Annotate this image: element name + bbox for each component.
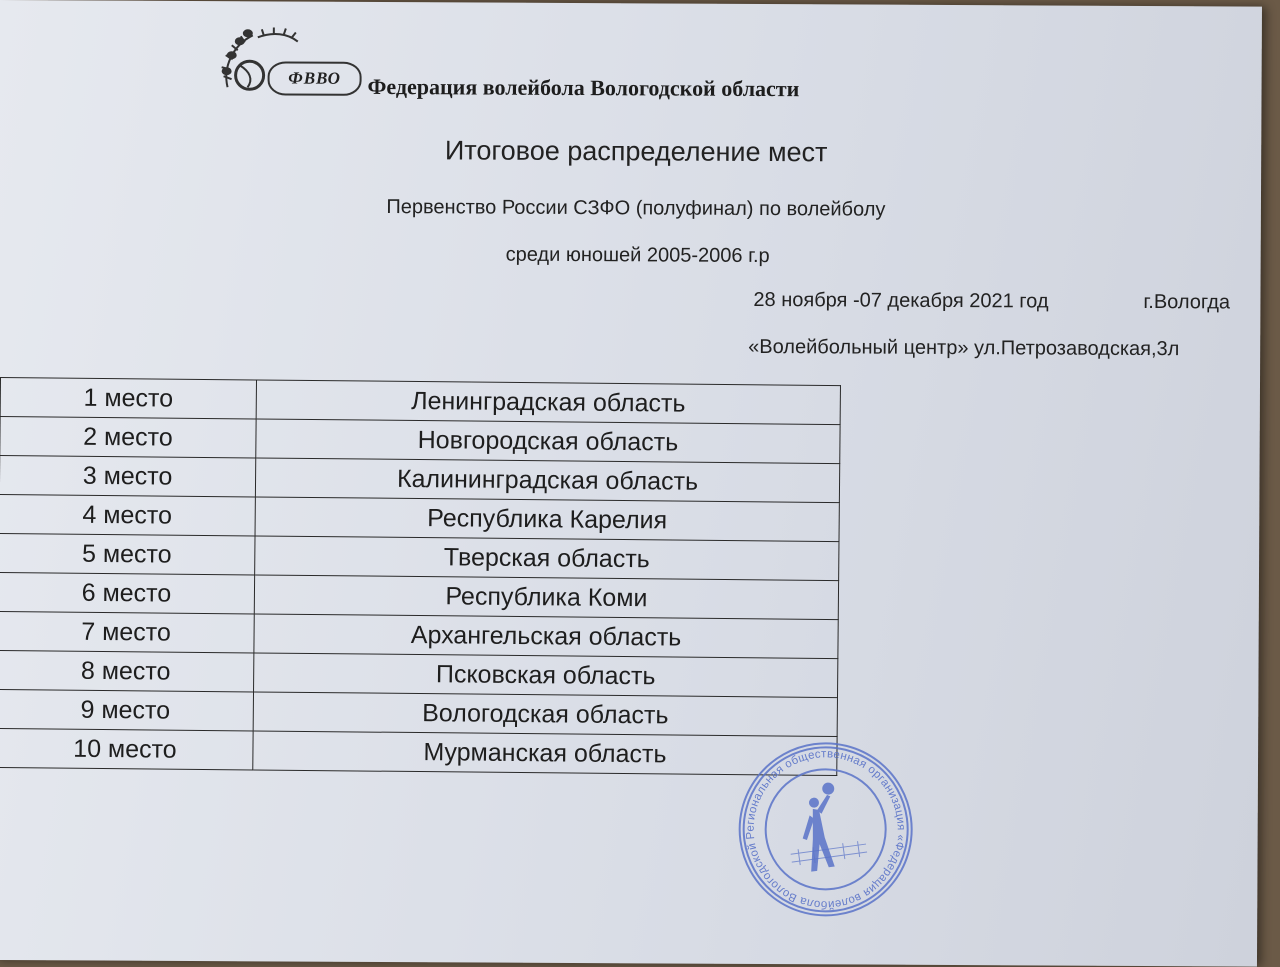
event-dates: 28 ноября -07 декабря 2021 год <box>753 288 1049 313</box>
logo-text: ФВВО <box>288 68 341 88</box>
region-cell: Республика Карелия <box>255 497 839 542</box>
place-cell: 9 место <box>0 689 254 730</box>
place-cell: 4 место <box>0 495 255 536</box>
official-stamp <box>724 728 926 930</box>
table-row <box>0 728 837 775</box>
logo-emblem <box>268 61 362 95</box>
region-cell: Ленинградская область <box>256 380 840 425</box>
region-cell: Архангельская область <box>254 614 838 659</box>
region-cell: Псковская область <box>254 653 838 698</box>
region-cell: Тверская область <box>255 536 839 581</box>
region-cell: Мурманская область <box>253 731 837 776</box>
competition-name: Первенство России СЗФО (полуфинал) по волейболу <box>386 196 886 221</box>
standings-table <box>0 377 841 776</box>
stamp-text: Региональная общественная организация «Федерация волейбола Вологодской области» Россия • г. Вологда • <box>724 742 907 911</box>
place-cell: 10 место <box>0 728 253 769</box>
region-cell: Республика Коми <box>254 575 838 620</box>
region-cell: Калининградская область <box>255 458 839 503</box>
region-cell: Новгородская область <box>256 419 840 464</box>
region-cell: Вологодская область <box>253 692 837 737</box>
place-cell: 1 место <box>0 378 256 419</box>
event-city: г.Вологда <box>1143 290 1231 314</box>
place-cell: 2 место <box>0 417 256 458</box>
competition-category: среди юношей 2005-2006 г.р <box>505 243 770 268</box>
place-cell: 8 место <box>0 650 254 691</box>
place-cell: 5 место <box>0 534 255 575</box>
document-title: Итоговое распределение мест <box>444 135 828 168</box>
event-venue: «Волейбольный центр» ул.Петрозаводская,3л <box>748 335 1180 361</box>
organization-name: Федерация волейбола Вологодской области <box>367 73 800 102</box>
place-cell: 6 место <box>0 573 255 614</box>
federation-logo <box>217 27 359 100</box>
place-cell: 3 место <box>0 456 256 497</box>
place-cell: 7 место <box>0 611 254 652</box>
